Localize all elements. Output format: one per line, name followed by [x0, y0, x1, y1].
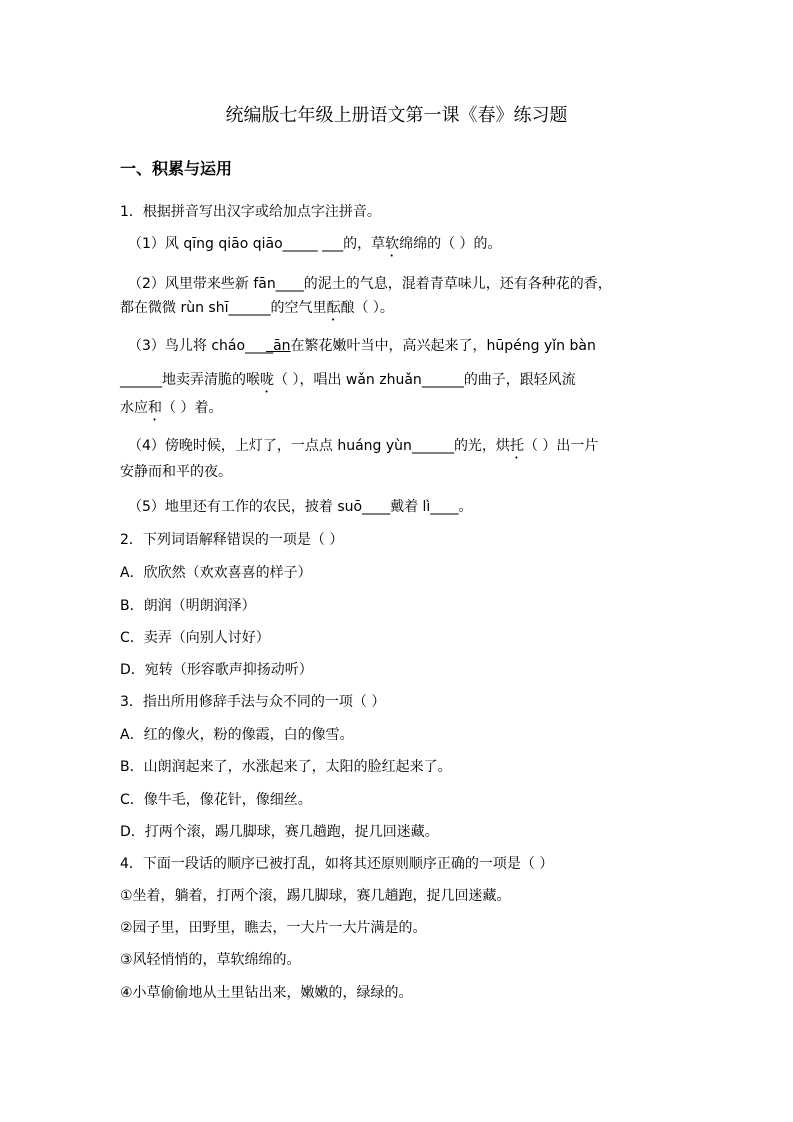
- question-4-stem: 4．下面一段话的顺序已被打乱，如将其还原则顺序正确的一项是（ ）: [120, 856, 554, 872]
- item-text: 。: [458, 499, 473, 515]
- dotted-character: 软: [385, 236, 400, 252]
- question-1-item-3-line-1: [128, 336, 688, 356]
- question-1-item-1: [128, 234, 688, 260]
- question-4-sentence-3: ③风轻悄悄的，草软绵绵的。: [120, 952, 301, 968]
- question-2-option-c: C．卖弄（向别人讨好）: [120, 630, 270, 646]
- item-text: 酿（ ）。: [340, 300, 394, 316]
- question-1-item-4-line-1: [128, 436, 688, 462]
- question-3-stem: 3．指出所用修辞手法与众不同的一项（ ）: [120, 694, 386, 710]
- item-text: 的空气里: [270, 300, 327, 316]
- item-text: （ ），唱出 wǎn zhuǎn: [274, 372, 422, 388]
- item-text: 的光，烘: [453, 438, 510, 454]
- question-4-sentence-2: ②园子里，田野里，瞧去，一大片一大片满是的。: [120, 920, 427, 936]
- item-text: （ ）着。: [162, 400, 223, 416]
- question-3-option-b: B．山朗润起来了，水涨起来了，太阳的脸红起来了。: [120, 759, 452, 775]
- item-text: （3）鸟儿将 cháo: [128, 338, 246, 354]
- question-2-option-d: D．宛转（形容歌声抑扬动听）: [120, 662, 313, 678]
- item-text: （4）傍晚时候，上灯了，一点点 huáng yùn: [128, 438, 412, 454]
- item-text: （ ）出一片: [523, 438, 599, 454]
- question-1-item-2-line-1: [128, 274, 688, 294]
- question-2-stem: 2．下列词语解释错误的一项是（ ）: [120, 532, 344, 548]
- question-2-option-b: B．朗润（明朗润泽）: [120, 598, 256, 614]
- answer-blank: ____: [362, 499, 391, 515]
- item-text: 绵绵的（ ）的。: [399, 236, 502, 252]
- item-text: （2）风里带来些新 fān: [128, 276, 276, 292]
- question-1-item-3-line-3: [120, 398, 680, 424]
- answer-blank: ___: [245, 338, 267, 354]
- dotted-character: 酝: [326, 300, 341, 316]
- dotted-character: 托: [509, 438, 524, 454]
- item-text: 在繁花嫩叶当中，高兴起来了，hūpéng yǐn bàn: [290, 338, 596, 354]
- answer-blank: ____: [275, 276, 304, 292]
- answer-blank: ______: [228, 300, 271, 316]
- answer-blank: ______: [411, 438, 454, 454]
- item-text: 地卖弄清脆的喉: [162, 372, 260, 388]
- dotted-character: 咙: [260, 372, 274, 388]
- question-1-stem: 1．根据拼音写出汉字或给加点字注拼音。: [120, 204, 381, 220]
- answer-blank: ______: [421, 372, 464, 388]
- question-1-item-4-line-2: 安静而和平的夜。: [120, 464, 232, 480]
- question-4-sentence-4: ④小草偷偷地从土里钻出来，嫩嫩的，绿绿的。: [120, 985, 413, 1001]
- question-2-option-a: A．欣欣然（欢欢喜喜的样子）: [120, 565, 312, 581]
- question-1-item-5: [128, 497, 688, 517]
- item-text: （1）风 qīng qiāo qiāo: [128, 236, 283, 252]
- document-title: 统编版七年级上册语文第一课《春》练习题: [225, 105, 568, 126]
- item-text: （5）地里还有工作的农民，披着 suō: [128, 499, 363, 515]
- answer-blank: _____ ___: [282, 236, 344, 252]
- item-text: 的泥土的气息，混着青草味儿，还有各种花的香，: [303, 276, 612, 292]
- dotted-character: 和: [148, 400, 162, 416]
- question-1-item-3-line-2: [120, 370, 680, 396]
- answer-blank: ____: [430, 499, 459, 515]
- item-text: 的，草: [343, 236, 386, 252]
- answer-blank: ______: [120, 372, 162, 388]
- item-text: 都在微微 rùn shī: [120, 300, 229, 316]
- section-heading: 一、积累与运用: [120, 159, 233, 178]
- question-3-option-d: D．打两个滚，踢几脚球，赛几趟跑，捉几回迷藏。: [120, 824, 439, 840]
- item-text: 水应: [120, 400, 148, 416]
- item-text: 戴着 lì: [390, 499, 431, 515]
- question-1-item-2-line-2: [120, 298, 680, 324]
- item-text: 的曲子，跟轻风流: [463, 372, 576, 388]
- question-3-option-a: A．红的像火，粉的像霞，白的像雪。: [120, 727, 354, 743]
- question-4-sentence-1: ①坐着，躺着，打两个滚，踢几脚球，赛几趟跑，捉几回迷藏。: [120, 888, 511, 904]
- item-text: _ān: [266, 338, 291, 354]
- question-3-option-c: C．像牛毛，像花针，像细丝。: [120, 792, 312, 808]
